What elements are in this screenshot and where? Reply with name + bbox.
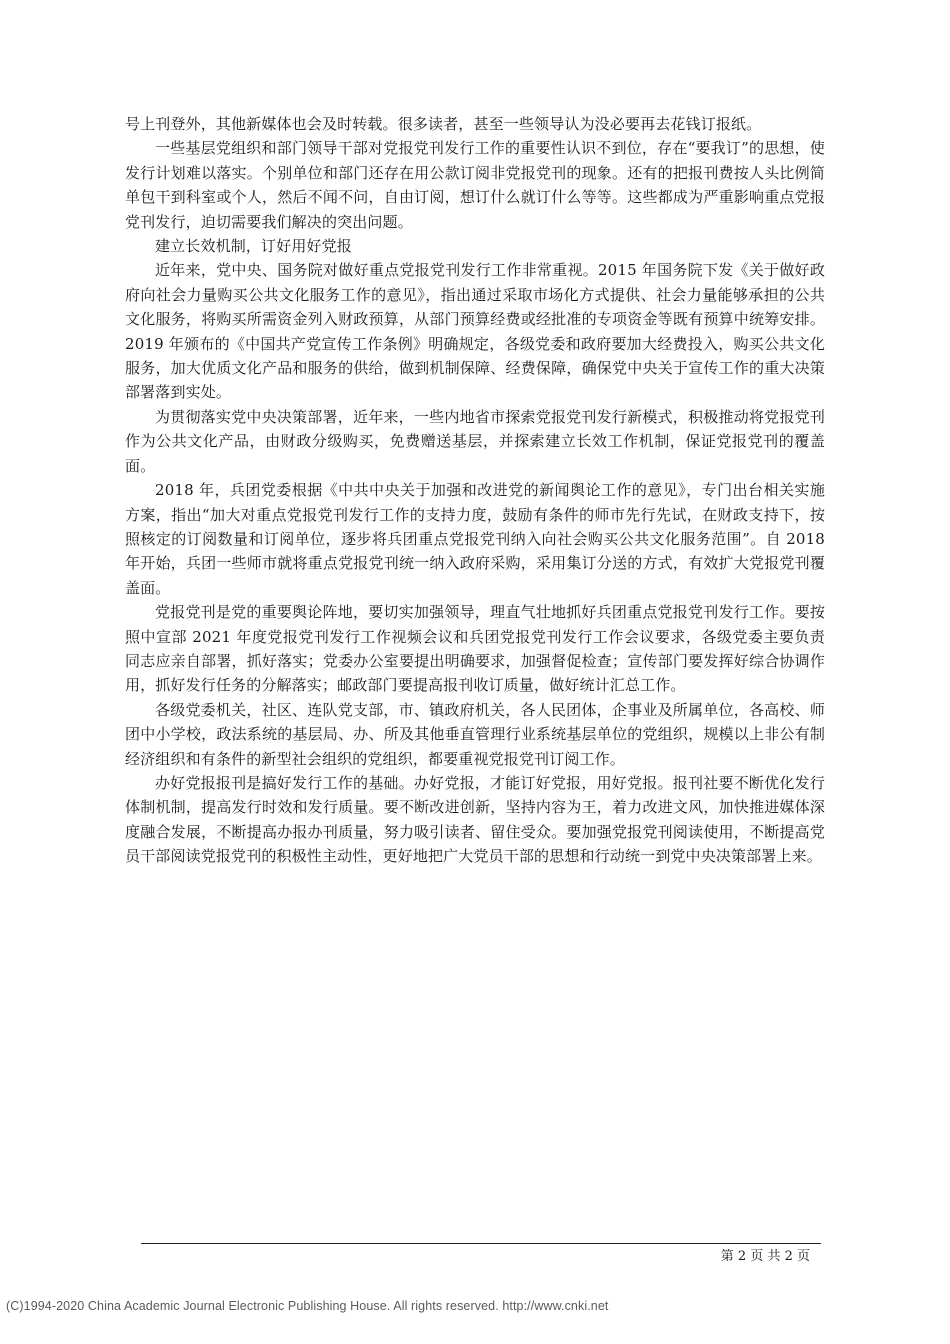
page-number: 第 2 页 共 2 页 [720, 1249, 810, 1264]
article-body [125, 112, 825, 869]
section-heading: 建立长效机制，订好用好党报 [155, 237, 352, 256]
article-paragraph: 办好党报报刊是搞好发行工作的基础。办好党报，才能订好党报，用好党报。报刊社要不断优化发行体制机制，提高发行时效和发行质量。要不断改进创新，坚持内容为王，着力改进文风，加快推进媒体深度融合发展，不断提高办报办刊质量，努力吸引读者、留住受众。要加强党报党刊阅读使用，不断提高党员干部阅读党报党刊的积极性主动性，更好地把广大党员干部的思想和行动统一到党中央决策部署上来。 [125, 773, 825, 866]
article-paragraph: 2018 年，兵团党委根据《中共中央关于加强和改进党的新闻舆论工作的意见》，专门出台相关实施方案，指出“加大对重点党报党刊发行工作的支持力度，鼓励有条件的师市先行先试，在财政支持下，按照核定的订阅数量和订阅单位，逐步将兵团重点党报党刊纳入向社会购买公共文化服务范围”。自 2018 年开始，兵团一些师市就将重点党报党刊统一纳入政府采购，采用集订分送的方式，有效扩大党报党刊覆盖面。 [125, 481, 825, 597]
article-paragraph: 各级党委机关，社区、连队党支部，市、镇政府机关，各人民团体，企事业及所属单位，各高校、师团中小学校，政法系统的基层局、办、所及其他垂直管理行业系统基层单位的党组织，规模以上非公有制经济组织和有条件的新型社会组织的党组织，都要重视党报党刊订阅工作。 [125, 700, 825, 768]
article-paragraph: 一些基层党组织和部门领导干部对党报党刊发行工作的重要性认识不到位，存在“要我订”的思想，使发行计划难以落实。个别单位和部门还存在用公款订阅非党报党刊的现象。还有的把报刊费按人头比例简单包干到科室或个人，然后不闻不问，自由订阅，想订什么就订什么等等。这些都成为严重影响重点党报党刊发行，迫切需要我们解决的突出问题。 [125, 139, 825, 231]
article-paragraph: 党报党刊是党的重要舆论阵地，要切实加强领导，理直气壮地抓好兵团重点党报党刊发行工作。要按照中宣部 2021 年度党报党刊发行工作视频会议和兵团党报党刊发行工作会议要求，各级党委主要负责同志应亲自部署，抓好落实；党委办公室要提出明确要求，加强督促检查；宣传部门要发挥好综合协调作用，抓好发行任务的分解落实；邮政部门要提高报刊收订质量，做好统计汇总工作。 [125, 603, 825, 695]
footer-divider [141, 1243, 821, 1244]
article-paragraph: 为贯彻落实党中央决策部署，近年来，一些内地省市探索党报党刊发行新模式，积极推动将党报党刊作为公共文化产品，由财政分级购买，免费赠送基层，并探索建立长效工作机制，保证党报党刊的覆盖面。 [125, 407, 825, 475]
article-paragraph: 号上刊登外，其他新媒体也会及时转载。很多读者，甚至一些领导认为没必要再去花钱订报纸。 [125, 115, 762, 133]
copyright-notice: (C)1994-2020 China Academic Journal Electronic Publishing House. All rights reserved. http://www.cnki.net [6, 1299, 609, 1313]
article-paragraph: 近年来，党中央、国务院对做好重点党报党刊发行工作非常重视。2015 年国务院下发《关于做好政府向社会力量购买公共文化服务工作的意见》，指出通过采取市场化方式提供、社会力量能够承担的公共文化服务，将购买所需资金列入财政预算，从部门预算经费或经批准的专项资金等既有预算中统筹安排。2019 年颁布的《中国共产党宣传工作条例》明确规定，各级党委和政府要加大经费投入，购买公共文化服务，加大优质文化产品和服务的供给，做到机制保障、经费保障，确保党中央关于宣传工作的重大决策部署落到实处。 [125, 261, 825, 402]
